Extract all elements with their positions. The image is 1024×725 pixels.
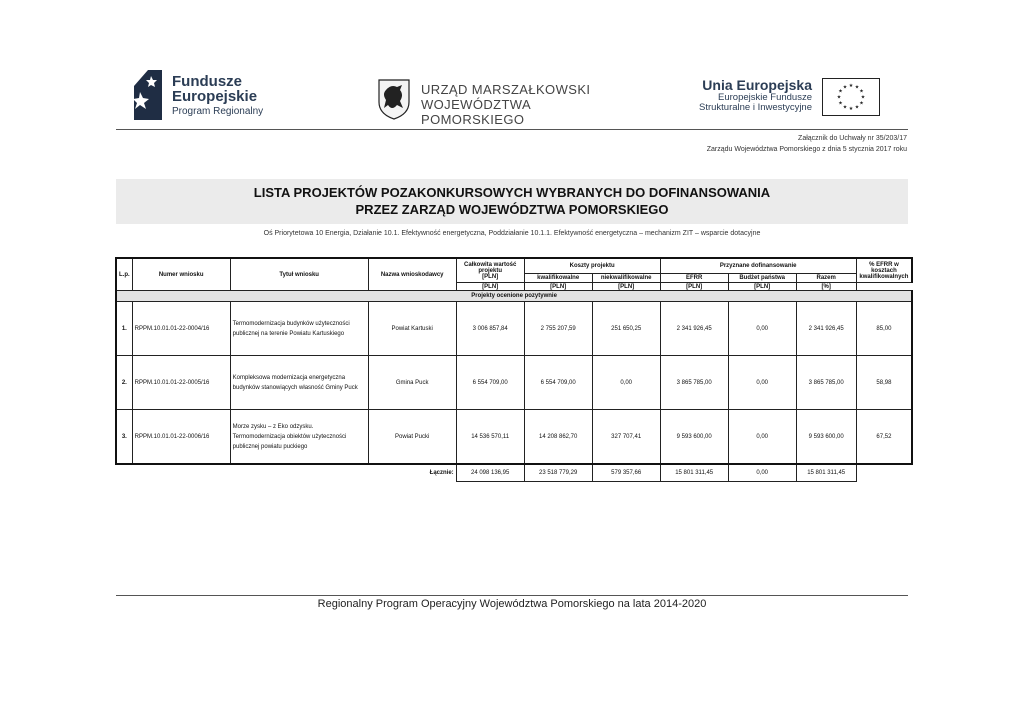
totals-budzet: 0,00 (728, 464, 796, 482)
row-efrr: 2 341 926,45 (660, 302, 728, 356)
row-niekwal: 251 650,25 (592, 302, 660, 356)
ue-line3: Strukturalne i Inwestycyjne (699, 101, 812, 113)
unit-pct: [%] (796, 283, 856, 291)
header-tytul: Tytuł wniosku (230, 258, 368, 291)
row-kwal: 6 554 709,00 (524, 356, 592, 410)
attachment-line1: Załącznik do Uchwały nr 35/203/17 (798, 135, 907, 142)
row-lp: 1. (116, 302, 132, 356)
row-pct: 67,52 (856, 410, 912, 465)
svg-text:★: ★ (860, 94, 866, 101)
unit-niekwal: [PLN] (524, 283, 592, 291)
header-niekwal: niekwalifikowalne (592, 274, 660, 283)
row-kwal: 2 755 207,59 (524, 302, 592, 356)
fe-line3: Program Regionalny (172, 106, 264, 117)
svg-text:★: ★ (838, 88, 843, 95)
header-calkowita (456, 258, 524, 283)
row-calkowita: 3 006 857,84 (456, 302, 524, 356)
section-row (116, 291, 912, 302)
svg-text:★: ★ (854, 104, 860, 111)
um-line2: WOJEWÓDZTWA POMORSKIEGO (421, 96, 531, 127)
ue-line2: Europejskie Fundusze (718, 91, 812, 103)
title-line2: PRZEZ ZARZĄD WOJEWÓDZTWA POMORSKIEGO (355, 202, 669, 217)
unit-efrr: [PLN] (592, 283, 660, 291)
row-lp: 2. (116, 356, 132, 410)
row-efrr: 9 593 600,00 (660, 410, 728, 465)
totals-razem: 15 801 311,45 (796, 464, 856, 482)
table-row (116, 356, 912, 410)
header-calkowita-label: Całkowita wartość projektu (463, 261, 517, 274)
header-pct (856, 258, 912, 283)
row-razem: 9 593 600,00 (796, 410, 856, 465)
table-row (116, 302, 912, 356)
row-nazwa: Powiat Pucki (368, 410, 456, 465)
fundusze-europejskie-logo (134, 70, 274, 120)
header-budzet: Budżet państwa (728, 274, 796, 283)
row-calkowita: 6 554 709,00 (456, 356, 524, 410)
totals-calkowita: 24 098 136,95 (456, 464, 524, 482)
svg-text:★: ★ (838, 100, 843, 107)
ue-line1: Unia Europejska (702, 77, 812, 93)
projects-table (115, 257, 913, 482)
row-budzet: 0,00 (728, 410, 796, 465)
row-pct: 58,98 (856, 356, 912, 410)
row-kwal: 14 208 862,70 (524, 410, 592, 465)
header-pct-line1: % EFRR w kosztach (869, 261, 899, 274)
attachment-note (707, 133, 907, 155)
row-tytul: Kompleksowa modernizacja energetyczna budynków stanowiących własność Gminy Puck (230, 356, 368, 410)
row-pct: 85,00 (856, 302, 912, 356)
svg-text:★: ★ (854, 84, 860, 91)
header-razem: Razem (796, 274, 856, 283)
unit-razem: [PLN] (728, 283, 796, 291)
table-row (116, 410, 912, 465)
totals-efrr: 15 801 311,45 (660, 464, 728, 482)
svg-text:★: ★ (848, 83, 854, 89)
totals-niekwal: 579 357,66 (592, 464, 660, 482)
urzad-marszalkowski-logo (377, 78, 637, 127)
header-pct-line2: kwalifikowalnych (859, 273, 909, 280)
unia-europejska-logo (696, 76, 886, 118)
header-divider (116, 129, 908, 130)
header-numer: Numer wniosku (132, 258, 230, 291)
row-numer: RPPM.10.01.01-22-0004/16 (132, 302, 230, 356)
row-nazwa: Powiat Kartuski (368, 302, 456, 356)
row-numer: RPPM.10.01.01-22-0005/16 (132, 356, 230, 410)
totals-kwal: 23 518 779,29 (524, 464, 592, 482)
header-kwal: kwalifikowalne (524, 274, 592, 283)
header-efrr: EFRR (660, 274, 728, 283)
unit-budzet: [PLN] (660, 283, 728, 291)
footer-text: Regionalny Program Operacyjny Województwa Pomorskiego na lata 2014-2020 (317, 598, 707, 610)
header-nazwa: Nazwa wnioskodawcy (368, 258, 456, 291)
svg-text:★: ★ (836, 94, 842, 101)
priority-axis-text: Oś Priorytetowa 10 Energia, Działanie 10.1. Efektywność energetyczna, Poddziałanie 10.1.1. Efektywność energetyczna – mechanizm ZIT – wsparcie dotacyjne (263, 230, 761, 237)
row-numer: RPPM.10.01.01-22-0006/16 (132, 410, 230, 465)
fe-line2: Europejskie (172, 88, 258, 105)
um-line1: URZĄD MARSZAŁKOWSKI (421, 82, 591, 97)
svg-text:★: ★ (859, 88, 864, 95)
row-efrr: 3 865 785,00 (660, 356, 728, 410)
totals-row (116, 464, 912, 482)
header-przyznane: Przyznane dofinansowanie (660, 258, 856, 274)
svg-text:★: ★ (859, 100, 864, 107)
unit-kwal: [PLN] (456, 283, 524, 291)
header-lp: L.p. (116, 258, 132, 291)
row-budzet: 0,00 (728, 356, 796, 410)
row-niekwal: 327 707,41 (592, 410, 660, 465)
header-koszty: Koszty projektu (524, 258, 660, 274)
totals-empty (856, 464, 912, 482)
document-title-box (116, 179, 908, 224)
row-razem: 3 865 785,00 (796, 356, 856, 410)
row-tytul: Morze zysku – z Eko odzysku. Termomodernizacja obiektów użyteczności publicznej powiatu puckiego (230, 410, 368, 465)
section-label: Projekty ocenione pozytywnie (116, 291, 912, 302)
row-nazwa: Gmina Puck (368, 356, 456, 410)
row-niekwal: 0,00 (592, 356, 660, 410)
svg-text:★: ★ (848, 106, 854, 112)
attachment-line2: Zarządu Województwa Pomorskiego z dnia 5 stycznia 2017 roku (706, 146, 907, 153)
row-razem: 2 341 926,45 (796, 302, 856, 356)
griffin-crest-icon (377, 78, 411, 120)
svg-text:★: ★ (842, 84, 848, 91)
header-calkowita-unit: [PLN] (482, 273, 499, 280)
title-line1: LISTA PROJEKTÓW POZAKONKURSOWYCH WYBRANYCH DO DOFINANSOWANIA (253, 185, 771, 200)
svg-text:★: ★ (842, 104, 848, 111)
row-tytul: Termomodernizacja budynków użyteczności publicznej na terenie Powiatu Kartuskiego (230, 302, 368, 356)
footer-divider (116, 595, 908, 596)
fe-star-icon (134, 70, 162, 120)
fe-line1: Fundusze (172, 73, 242, 90)
eu-flag-icon (822, 78, 880, 116)
header-row-1 (116, 258, 912, 274)
row-calkowita: 14 536 570,11 (456, 410, 524, 465)
totals-label: Łącznie: (429, 470, 454, 477)
row-lp: 3. (116, 410, 132, 465)
row-budzet: 0,00 (728, 302, 796, 356)
